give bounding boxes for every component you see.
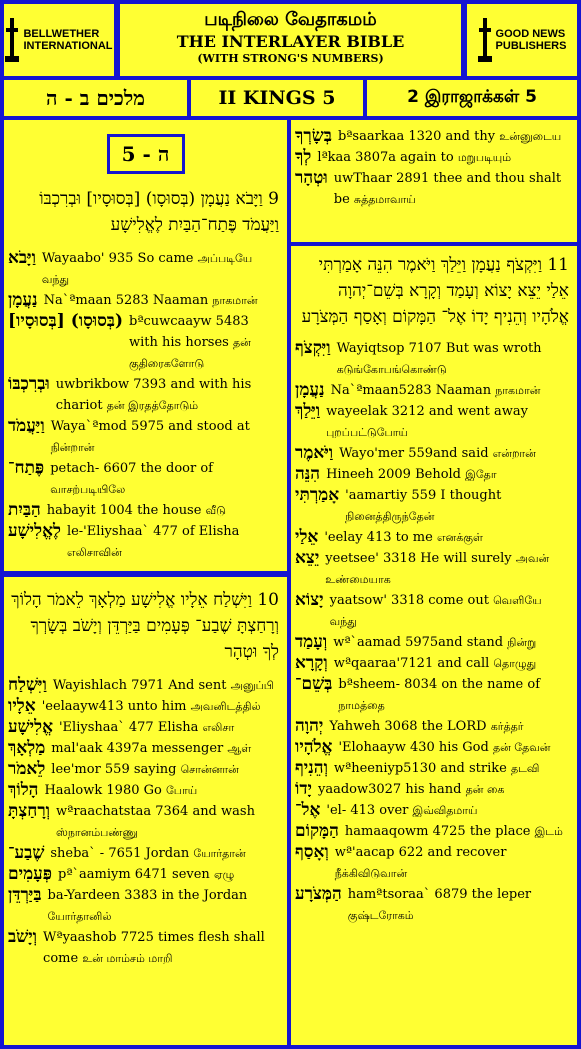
hebrew-word: לְךָ [295,147,312,167]
english-gloss: 'Eliyshaa` 477 Elisha [58,720,199,735]
english-gloss: Wayiqtsop 7107 But was wroth [336,341,542,356]
tamil-gloss: தன் கை [465,783,505,796]
logo-left [4,4,114,76]
tamil-gloss: அப்படியே வந்து [41,252,253,286]
hebrew-word: לֶאֱלִישָׁע [8,521,61,541]
tamil-gloss: மறுபடியும் [457,151,512,164]
word-entry [291,800,577,821]
verse-10-panel [4,577,287,1045]
hebrew-word: לֵאמֹר [8,759,46,779]
hebrew-word: הַמָּקוֹם [295,821,339,841]
hebrew-word: אֱלֹהָיו [295,737,333,757]
hebrew-word: בְּשֵׁם־ [295,674,333,694]
tamil-gloss: சுத்தமாவாய் [353,193,416,206]
tamil-gloss: நின்றான் [50,441,95,454]
hebrew-word: פֶּתַח־ [8,458,45,478]
word-gloss [67,521,279,563]
word-gloss [337,338,569,380]
hebrew-word: נַעֲמָן [295,380,325,400]
word-gloss [59,717,279,738]
hebrew-word: וְיָשֹׁב [8,927,38,947]
word-gloss [339,443,569,464]
continuation-entries [291,126,577,210]
word-gloss [317,147,569,168]
tamil-gloss: நின்று [507,636,537,649]
word-gloss [56,374,279,416]
english-gloss: uwThaar 2891 thee and thou shalt be [333,171,562,207]
word-gloss [330,590,569,632]
word-gloss [345,485,569,527]
hebrew-word: הַמְּצֹרָע [295,884,342,904]
english-gloss: bªsheem- 8034 on the name of [338,677,541,692]
word-entry [4,717,287,738]
hebrew-word: יְהוָה [295,716,324,736]
english-gloss: wayeelak 3212 and went away [326,404,528,419]
book-english: II KINGS 5 [191,80,363,116]
word-gloss [42,248,279,290]
word-entry [4,521,287,563]
tamil-gloss: எலிசா [202,721,235,734]
word-gloss [335,842,569,884]
word-gloss [56,801,279,843]
english-gloss: wªheeniyp5130 and strike [333,761,507,776]
hebrew-word: וַיִּקְצֹף [295,338,331,358]
tamil-gloss: தொழுது [493,657,537,670]
word-gloss [329,716,569,737]
word-entry [4,416,287,458]
english-gloss: ba-Yardeen 3383 in the Jordan [47,888,248,903]
tamil-gloss: புறப்பட்டுபோய் [326,426,408,439]
english-gloss: Na`ªmaan 5283 Naaman [43,293,209,308]
english-gloss: yaadow3027 his hand [317,782,462,797]
word-entry [4,843,287,864]
hebrew-word: נַעֲמָן [8,290,38,310]
hebrew-word: הַבַּיִת [8,500,41,520]
tamil-gloss: நாகமான் [212,294,258,307]
english-gloss: lªkaa 3807a again to [317,150,454,165]
book-tamil: 2 இராஜாக்கள் 5 [367,80,577,116]
word-entry [291,779,577,800]
english-gloss: Wayaabo' 935 So came [41,251,194,266]
hebrew-word: וַיָּבֹא [8,248,36,268]
word-gloss [326,401,569,443]
word-entry [4,885,287,927]
hebrew-word: וְעָמַד [295,632,328,652]
verse-10-continuation-panel [291,120,577,242]
hebrew-word: בַּיַּרְדֵּן [8,885,42,905]
english-gloss: mal'aak 4397a messenger [51,741,224,756]
hebrew-word: וְאָסַף [295,842,329,862]
logo-right-line1: GOOD NEWS [495,28,566,40]
tamil-gloss: நாகமான் [495,384,541,397]
english-gloss: yaatsow' 3318 come out [329,593,489,608]
english-gloss: sheba` - 7651 Jordan [50,846,190,861]
english-gloss: 'aamartiy 559 I thought [345,488,502,503]
word-gloss [345,821,569,842]
hebrew-word: אֵלָיו [8,696,36,716]
hebrew-word: וְקָרָא [295,653,328,673]
tamil-gloss: குஷ்டரோகம் [347,909,414,922]
logo-right [467,4,577,76]
word-entry [4,458,287,500]
english-gloss: petach- 6607 the door of [50,461,213,476]
word-entry [4,696,287,717]
word-gloss [326,464,569,485]
word-entry [291,464,577,485]
verse-10-entries [4,675,287,969]
english-gloss: hamaaqowm 4725 the place [344,824,531,839]
tamil-gloss: ஸ்நானம்பண்ணு [56,826,138,839]
english-gloss: Yahweh 3068 the LORD [329,719,487,734]
verse-10-hebrew: 10 וַיִּשְׁלַח אֵלָיו אֱלִישָׁע מַלְאָךְ לֵאמֹר הָלוֹךְ וְרָחַצְתָּ שֶׁבַע־ פְּעָמִים בַּיַּרְדֵּן וְיָשֹׁב בְּשָׂרְךָ לְךָ וּטְהָר [11,590,279,662]
hebrew-word: יָצוֹא [295,590,324,610]
word-entry [291,401,577,443]
tamil-gloss: தன் இரதத்தோடும் [106,399,199,412]
english-gloss: Wªyaashob 7725 times flesh shall come [43,930,265,966]
hebrew-word: וְרָחַצְתָּ [8,801,51,821]
word-gloss [50,458,279,500]
tamil-gloss: கடுங்கோபங்கொண்டு [336,363,447,376]
tamil-gloss: தன் குதிரைகளோடு [129,336,251,370]
word-gloss [42,696,279,717]
tamil-gloss: தடவி [510,762,540,775]
word-entry [4,248,287,290]
tamil-gloss: அனுப்பி [230,679,274,692]
word-gloss [53,675,279,696]
word-entry [291,147,577,168]
word-gloss [325,548,569,590]
hebrew-word: וַיִּשְׁלַח [8,675,47,695]
bellwether-logo-icon [5,18,19,62]
word-entry [291,126,577,147]
hebrew-word: שֶׁבַע־ [8,843,45,863]
word-gloss [44,290,279,311]
word-gloss [48,885,279,927]
logo-left-line2: INTERNATIONAL [23,40,113,52]
hebrew-word: בְּשָׂרְךָ [295,126,332,146]
word-entry [4,801,287,843]
book-hebrew: מלכים ב - ה [4,80,187,116]
hebrew-word: וְהֵנִיף [295,758,328,778]
word-entry [291,758,577,779]
hebrew-word: מַלְאָךְ [8,738,46,758]
word-entry [4,311,287,374]
tamil-gloss: நினைத்திருந்தேன் [345,510,435,523]
english-gloss: Wayishlach 7971 And sent [52,678,227,693]
tamil-title: படிநிலை வேதாகமம் [204,9,377,30]
word-entry [4,290,287,311]
hebrew-word: וּבְרִכְבּוֹ [8,374,50,394]
hebrew-word: יֵצֵא [295,548,320,568]
word-entry [291,443,577,464]
word-entry [4,738,287,759]
word-gloss [47,500,279,521]
tamil-gloss: உன் மாம்சம் மாறி [82,952,173,965]
word-gloss [334,758,569,779]
word-gloss [338,126,569,147]
word-gloss [348,884,569,926]
tamil-gloss: இடம் [534,825,563,838]
word-entry [291,674,577,716]
hebrew-word: הָלוֹךְ [8,780,39,800]
tamil-gloss: நீக்கிவிடுவான் [334,867,408,880]
verse-11-entries [291,338,577,926]
hebrew-word: וַיֵּלַךְ [295,401,321,421]
word-gloss [338,737,569,758]
tamil-gloss: போய் [165,784,198,797]
word-entry [291,590,577,632]
tamil-gloss: கர்த்தர் [490,720,524,733]
english-gloss: habayit 1004 the house [46,503,202,518]
tamil-gloss: ஆள் [227,742,252,755]
hebrew-word: אֶל־ [295,800,321,820]
page-header [120,4,461,76]
english-gloss: wª`aamad 5975and stand [333,635,504,650]
english-gloss: wªraachatstaa 7364 and wash [56,804,255,819]
word-gloss [44,780,279,801]
word-entry [291,168,577,210]
hebrew-word: (בְּסוּסָו) [בְּסוּסָיו] [8,311,124,331]
english-gloss: bªsaarkaa 1320 and thy [337,129,496,144]
word-entry [4,864,287,885]
verse-9-panel [4,120,287,571]
word-entry [291,653,577,674]
word-gloss [324,527,569,548]
english-gloss: Waya`ªmod 5975 and stood at [50,419,250,434]
english-gloss: le-'Eliyshaa` 477 of Elisha [66,524,240,539]
word-gloss [51,416,279,458]
word-gloss [50,843,279,864]
tamil-gloss: யோர்தான் [193,847,246,860]
word-gloss [51,759,279,780]
word-gloss [58,864,279,885]
english-gloss: uwbrikbow 7393 and with his chariot [55,377,252,413]
good-news-logo-icon [478,18,492,62]
word-entry [291,548,577,590]
english-gloss: 'el- 413 over [326,803,409,818]
tamil-gloss: வீடு [205,504,226,517]
word-gloss [334,653,569,674]
tamil-gloss: எனக்குள் [436,531,483,544]
verse-11-hebrew: 11 וַיִּקְצֹף נַעֲמָן וַיֵּלַךְ וַיֹּאמֶר הִנֵּה אָמַרְתִּי אֵלַי יֵצֵא יָצוֹא וְעָמַד וְקָרָא בְּשֵׁם־יְהוָה אֱלֹהָיו וְהֵנִיף יָדוֹ אֶל־ הַמָּקוֹם וְאָסַף הַמְּצֹרָע [301,255,569,327]
verse-11-panel [291,246,577,1045]
english-gloss: 'eelaayw413 unto him [41,699,187,714]
hebrew-word: וַיַּעֲמֹד [8,416,45,436]
english-gloss: Na`ªmaan5283 Naaman [330,383,492,398]
word-entry [291,527,577,548]
english-gloss: 'eelay 413 to me [324,530,433,545]
word-entry [4,374,287,416]
tamil-gloss: சொன்னான் [180,763,239,776]
tamil-gloss: உன்னுடைய [499,130,562,143]
tamil-gloss: வாசற்படியிலே [50,483,126,496]
tamil-gloss: நாமத்தை [338,699,385,712]
word-gloss [333,632,569,653]
tamil-gloss: இதோ [465,468,497,481]
english-gloss: Wayo'mer 559and said [339,446,489,461]
tamil-gloss: அவனிடத்தில் [190,700,261,713]
word-entry [291,884,577,926]
word-entry [4,927,287,969]
hebrew-word: וַיֹּאמֶר [295,443,334,463]
english-gloss: Hineeh 2009 Behold [326,467,461,482]
hebrew-word: הִנֵּה [295,464,321,484]
word-gloss [331,380,569,401]
tamil-gloss: என்றான் [492,447,536,460]
hebrew-word: פְּעָמִים [8,864,53,884]
hebrew-word: אֵלַי [295,527,319,547]
tamil-gloss: எலிசாவின் [66,546,122,559]
tamil-gloss: இவ்விதமாய் [412,804,478,817]
page-subtitle: (WITH STRONG'S NUMBERS) [197,52,384,65]
word-entry [4,675,287,696]
word-entry [291,485,577,527]
word-gloss [129,311,279,374]
english-gloss: pª`aamiym 6471 seven [58,867,210,882]
word-gloss [334,168,569,210]
tamil-gloss: ஏழு [213,868,235,881]
logo-left-line1: BELLWETHER [23,28,100,40]
word-entry [291,842,577,884]
hebrew-word: וּטְהָר [295,168,328,188]
hebrew-word: יָדוֹ [295,779,312,799]
tamil-gloss: யோர்தானில் [47,910,112,923]
logo-right-line2: PUBLISHERS [495,40,567,52]
page-title: THE INTERLAYER BIBLE [176,32,405,51]
english-gloss: yeetsee' 3318 He will surely [325,551,512,566]
tamil-gloss: வெளியே வந்து [329,594,542,628]
english-gloss: 'Elohaayw 430 his God [338,740,489,755]
english-gloss: bªcuwcaayw 5483 with his horses [129,314,249,350]
word-gloss [51,738,279,759]
word-entry [291,737,577,758]
english-gloss: Haalowk 1980 Go [44,783,162,798]
word-entry [4,759,287,780]
word-entry [291,632,577,653]
word-gloss [338,674,569,716]
verse-9-entries [4,248,287,563]
word-gloss [318,779,569,800]
tamil-gloss: தன் தேவன் [492,741,551,754]
hebrew-word: אֱלִישָׁע [8,717,53,737]
word-entry [291,716,577,737]
word-entry [4,500,287,521]
chapter-label: ה - 5 [107,134,185,174]
hebrew-word: אָמַרְתִּי [295,485,340,505]
word-entry [4,780,287,801]
word-gloss [326,800,569,821]
tamil-gloss: அவன் உண்மையாக [325,552,550,586]
english-gloss: hamªtsoraa` 6879 the leper [347,887,532,902]
word-gloss [43,927,279,969]
word-entry [291,380,577,401]
verse-9-hebrew: 9 וַיָּבֹא נַעֲמָן (בְּסוּסָו) [בְּסוּסָיו] וּבְרִכְבּוֹ וַיַּעֲמֹד פֶּתַח־הַבַּיִת לֶאֱלִישָׁע [39,189,279,235]
word-entry [291,338,577,380]
english-gloss: wª'aacap 622 and recover [334,845,507,860]
english-gloss: wªqaaraa'7121 and call [333,656,490,671]
english-gloss: lee'mor 559 saying [51,762,177,777]
word-entry [291,821,577,842]
